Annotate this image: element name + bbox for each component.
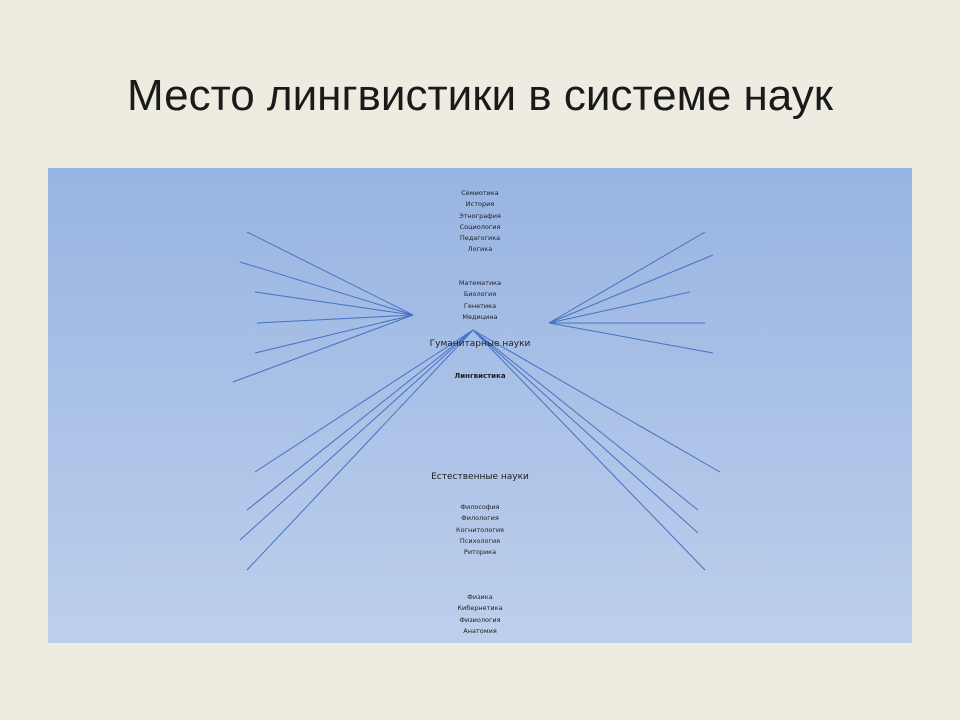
science-item: Физиология [459, 615, 501, 624]
science-item: Филология [461, 514, 499, 523]
science-item: Философия [460, 503, 500, 511]
natural-sciences-label: Естественные науки [431, 472, 529, 482]
lower-left-fan-line [247, 330, 473, 510]
group-bottom-list [380, 592, 580, 637]
science-item: Социология [459, 222, 501, 231]
science-item: Анатомия [463, 626, 497, 635]
group-top-list [380, 188, 580, 256]
lower-left-fan-line [255, 330, 473, 472]
science-item: Физика [467, 593, 493, 601]
science-item: Биология [463, 290, 497, 299]
science-item: Этнография [459, 211, 501, 220]
lower-right-fan-line [473, 330, 720, 472]
science-item: Семиотика [461, 189, 499, 197]
lower-right-fan-line [473, 330, 698, 510]
diagram-panel [48, 168, 912, 643]
science-item: Риторика [463, 548, 497, 557]
science-item: Логика [467, 245, 493, 254]
science-item: Педагогика [459, 234, 501, 243]
science-item: История [465, 200, 495, 209]
science-item: Генетика [463, 301, 497, 310]
science-item: Медицина [462, 312, 498, 321]
science-item: Психология [459, 536, 501, 545]
linguistics-label: Лингвистика [454, 372, 506, 380]
slide-title: Место лингвистики в системе наук [126, 71, 834, 120]
science-item: Кибернетика [457, 604, 503, 613]
group-lower-list [380, 502, 580, 558]
science-item: Когнитология [456, 525, 504, 534]
group-middle-list [380, 278, 580, 323]
science-item: Математика [458, 279, 502, 287]
humanities-label: Гуманитарные науки [429, 339, 531, 349]
